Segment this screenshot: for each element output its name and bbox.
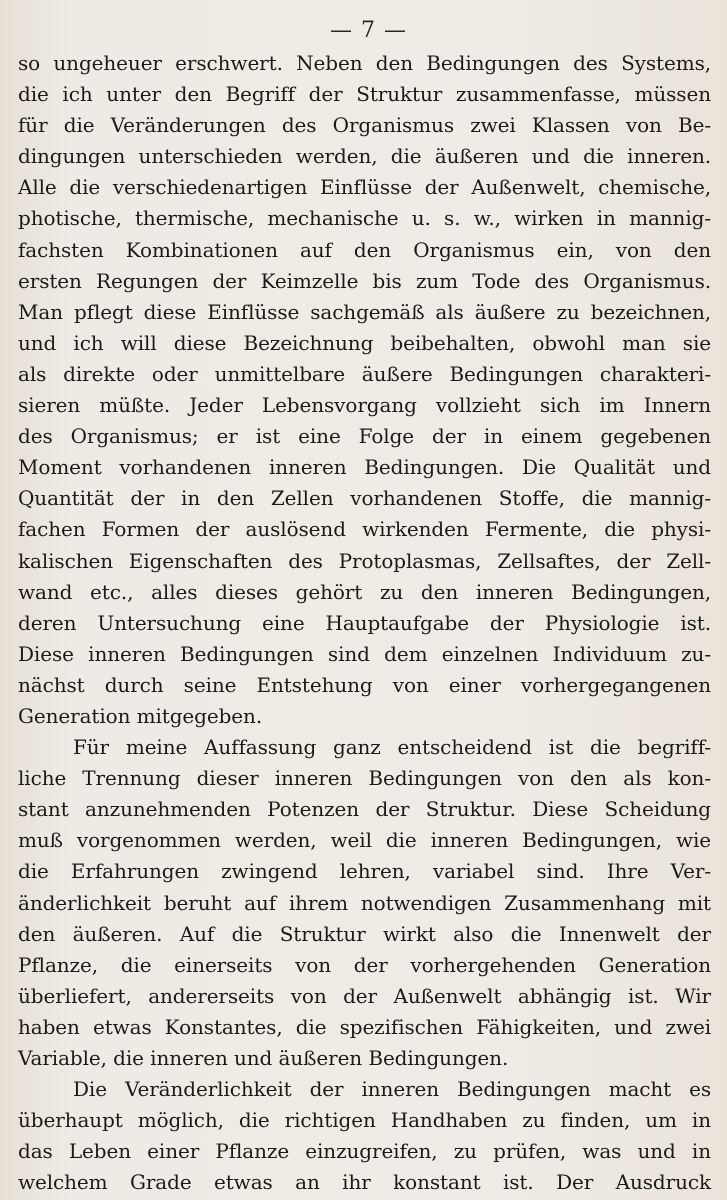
text-line: überhaupt möglich, die richtigen Handhaben zu finden, um in — [18, 1108, 711, 1133]
text-line: Generation mitgegeben. — [18, 703, 263, 728]
text-line: für die Veränderungen des Organismus zwei Klassen von Be- — [18, 113, 711, 138]
text-line: ersten Regungen der Keimzelle bis zum Tode des Organismus. — [18, 268, 711, 293]
text-line: Quantität der in den Zellen vorhandenen Stoffe, die mannig- — [18, 486, 711, 511]
text-line: und ich will diese Bezeichnung beibehalten, obwohl man sie — [18, 330, 711, 355]
text-line: photische, thermische, mechanische u. s. w., wirken in mannig- — [18, 206, 711, 231]
text-line: muß vorgenommen werden, weil die inneren Bedingungen, wie — [18, 828, 711, 853]
text-line: kalischen Eigenschaften des Protoplasmas, Zellsaftes, der Zell- — [18, 548, 711, 573]
text-line: überliefert, andererseits von der Außenwelt abhängig ist. Wir — [18, 983, 711, 1008]
text-line: Variable, die inneren und äußeren Bedingungen. — [18, 1046, 509, 1070]
text-line: Diese inneren Bedingungen sind dem einzelnen Individuum zu- — [18, 641, 711, 666]
paragraph-1 — [18, 48, 711, 732]
text-line: Für meine Auffassung ganz entscheidend ist die begriff- — [73, 735, 711, 760]
text-line: deren Untersuchung eine Hauptaufgabe der Physiologie ist. — [18, 610, 711, 635]
paragraph-2 — [18, 732, 711, 1074]
text-line: fachen Formen der auslösend wirkenden Fermente, die physi- — [18, 517, 711, 542]
text-line: stant anzunehmenden Potenzen der Struktur. Diese Scheidung — [18, 797, 711, 822]
text-line: haben etwas Konstantes, die spezifischen Fähigkeiten, und zwei — [18, 1014, 711, 1039]
text-line: fachsten Kombinationen auf den Organismus ein, von den — [18, 237, 711, 262]
page-number: — 7 — — [330, 18, 407, 43]
text-line: das Leben einer Pflanze einzugreifen, zu prüfen, was und in — [18, 1139, 711, 1164]
text-line: die ich unter den Begriff der Struktur zusammenfasse, müssen — [18, 82, 711, 107]
body-text — [18, 48, 711, 1198]
text-line: die Erfahrungen zwingend lehren, variabel sind. Ihre Ver- — [18, 859, 711, 884]
text-line: nächst durch seine Entstehung von einer vorhergegangenen — [18, 672, 711, 697]
text-line: Man pflegt diese Einflüsse sachgemäß als äußere zu bezeichnen, — [18, 299, 711, 324]
text-line: Moment vorhandenen inneren Bedingungen. Die Qualität und — [18, 455, 711, 480]
text-line: welchem Grade etwas an ihr konstant ist. Der Ausdruck — [18, 1170, 711, 1195]
paragraph-3 — [18, 1074, 711, 1198]
text-line: Pflanze, die einerseits von der vorhergehenden Generation — [18, 952, 711, 977]
text-line: als direkte oder unmittelbare äußere Bedingungen charakteri- — [18, 361, 711, 386]
text-line: Die Veränderlichkeit der inneren Bedingungen macht es — [73, 1077, 711, 1102]
text-line: liche Trennung dieser inneren Bedingungen von den als kon- — [18, 766, 711, 791]
text-line: so ungeheuer erschwert. Neben den Bedingungen des Systems, — [18, 51, 711, 75]
text-line: Alle die verschiedenartigen Einflüsse der Außenwelt, chemische, — [18, 175, 711, 200]
text-line: wand etc., alles dieses gehört zu den inneren Bedingungen, — [18, 579, 711, 604]
text-line: des Organismus; er ist eine Folge der in einem gegebenen — [18, 424, 711, 449]
text-line: sieren müßte. Jeder Lebensvorgang vollzieht sich im Innern — [18, 393, 711, 418]
text-line: dingungen unterschieden werden, die äußeren und die inneren. — [18, 144, 711, 169]
text-line: den äußeren. Auf die Struktur wirkt also die Innenwelt der — [18, 921, 711, 946]
text-line: änderlichkeit beruht auf ihrem notwendigen Zusammenhang mit — [18, 890, 711, 915]
